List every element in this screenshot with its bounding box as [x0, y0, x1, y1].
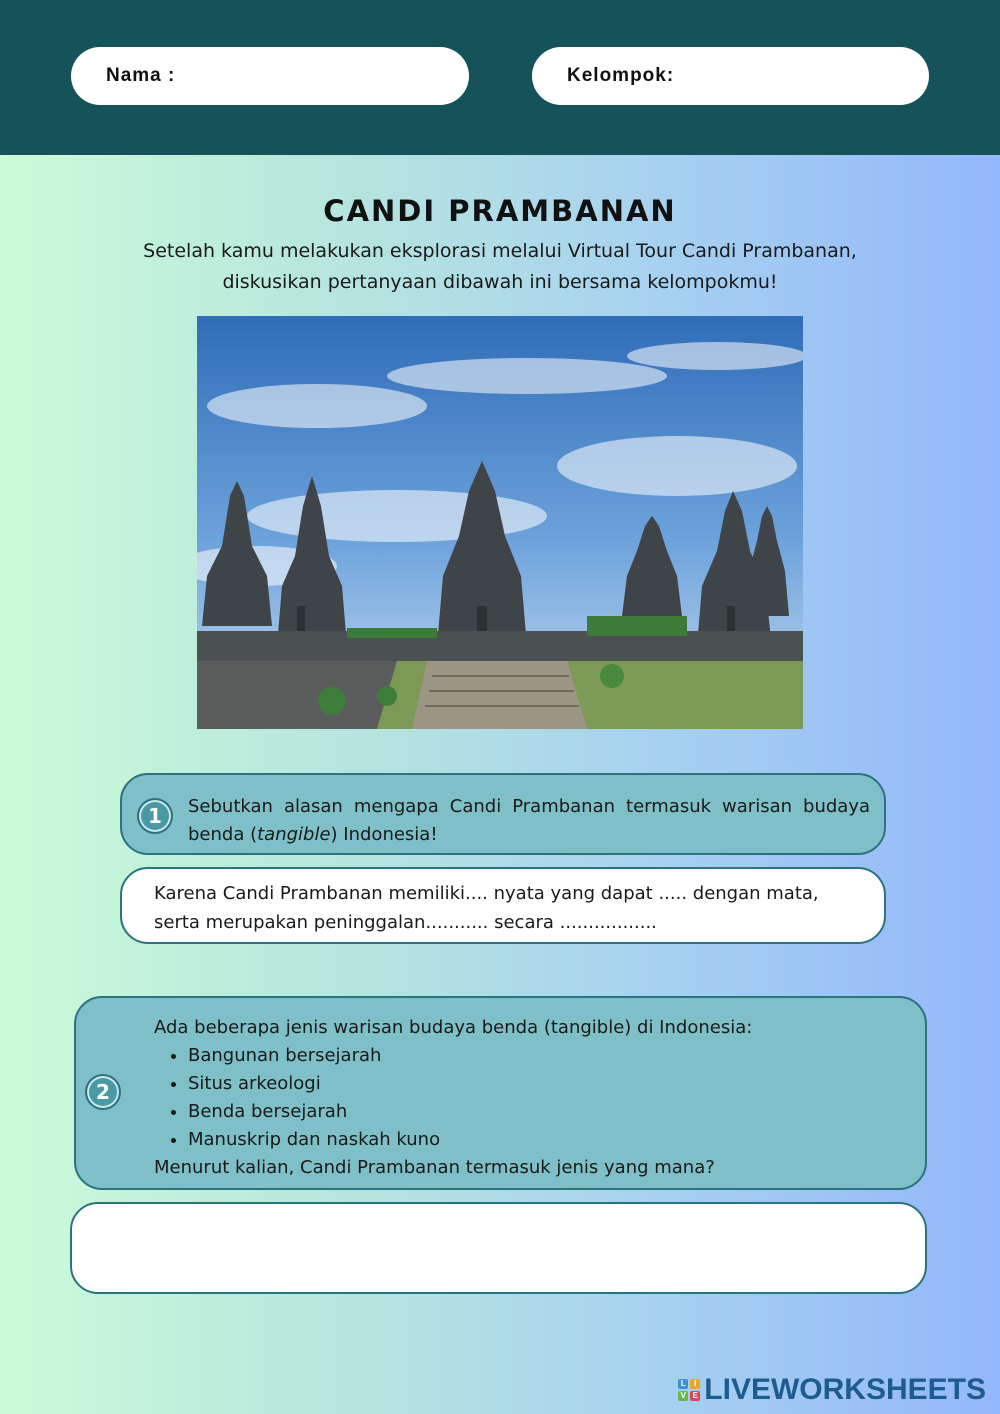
- answer-2-input[interactable]: [92, 1216, 911, 1284]
- list-item: • Bangunan bersejarah: [188, 1042, 894, 1070]
- logo-letter: L: [678, 1379, 688, 1389]
- question-1-box: [120, 773, 886, 855]
- liveworksheets-brand: [678, 1373, 986, 1407]
- kelompok-input[interactable]: [686, 55, 929, 97]
- kelompok-label: Kelompok:: [567, 65, 675, 86]
- page-subtitle: [100, 236, 900, 298]
- nama-label: Nama :: [106, 65, 176, 86]
- nama-field[interactable]: [71, 47, 469, 105]
- prambanan-temple-photo: [197, 316, 803, 729]
- page-title: CANDI PRAMBANAN: [323, 194, 677, 228]
- liveworksheets-logo-icon: [678, 1379, 700, 1401]
- question-1-italic-term: tangible: [257, 824, 331, 845]
- list-item: • Benda bersejarah: [188, 1098, 894, 1126]
- question-2-intro: Ada beberapa jenis warisan budaya benda (tangible) di Indonesia:: [154, 1017, 753, 1038]
- answer-2-box[interactable]: [70, 1202, 927, 1294]
- nama-input[interactable]: [187, 55, 469, 97]
- question-1-text-start: Sebutkan alasan mengapa Candi Prambanan termasuk warisan budaya benda (: [188, 796, 870, 845]
- brand-text: LIVEWORKSHEETS: [704, 1373, 986, 1406]
- question-1-number: 1: [137, 798, 173, 834]
- question-2-content: [154, 1014, 894, 1182]
- kelompok-field[interactable]: [532, 47, 929, 105]
- list-item: • Manuskrip dan naskah kuno: [188, 1126, 894, 1154]
- heritage-type-list: [154, 1042, 894, 1154]
- question-2-box: [74, 996, 927, 1190]
- logo-letter: E: [690, 1391, 700, 1401]
- answer-1-text: [154, 879, 854, 937]
- logo-letter: I: [690, 1379, 700, 1389]
- question-2-number: 2: [85, 1074, 121, 1110]
- question-1-text-end: ) Indonesia!: [330, 824, 438, 845]
- list-item: • Situs arkeologi: [188, 1070, 894, 1098]
- subtitle-line-2: diskusikan pertanyaan dibawah ini bersama kelompokmu!: [222, 271, 778, 293]
- logo-letter: V: [678, 1391, 688, 1401]
- subtitle-line-1: Setelah kamu melakukan eksplorasi melalui Virtual Tour Candi Prambanan,: [143, 240, 857, 262]
- answer-1-line-1: Karena Candi Prambanan memiliki.... nyata yang dapat ..... dengan mata,: [154, 883, 819, 904]
- question-1-text: [188, 793, 870, 849]
- answer-1-line-2: serta merupakan peninggalan........... secara .................: [154, 912, 657, 933]
- header-bar: [0, 0, 1000, 155]
- answer-1-box[interactable]: [120, 867, 886, 944]
- question-2-prompt: Menurut kalian, Candi Prambanan termasuk jenis yang mana?: [154, 1157, 715, 1178]
